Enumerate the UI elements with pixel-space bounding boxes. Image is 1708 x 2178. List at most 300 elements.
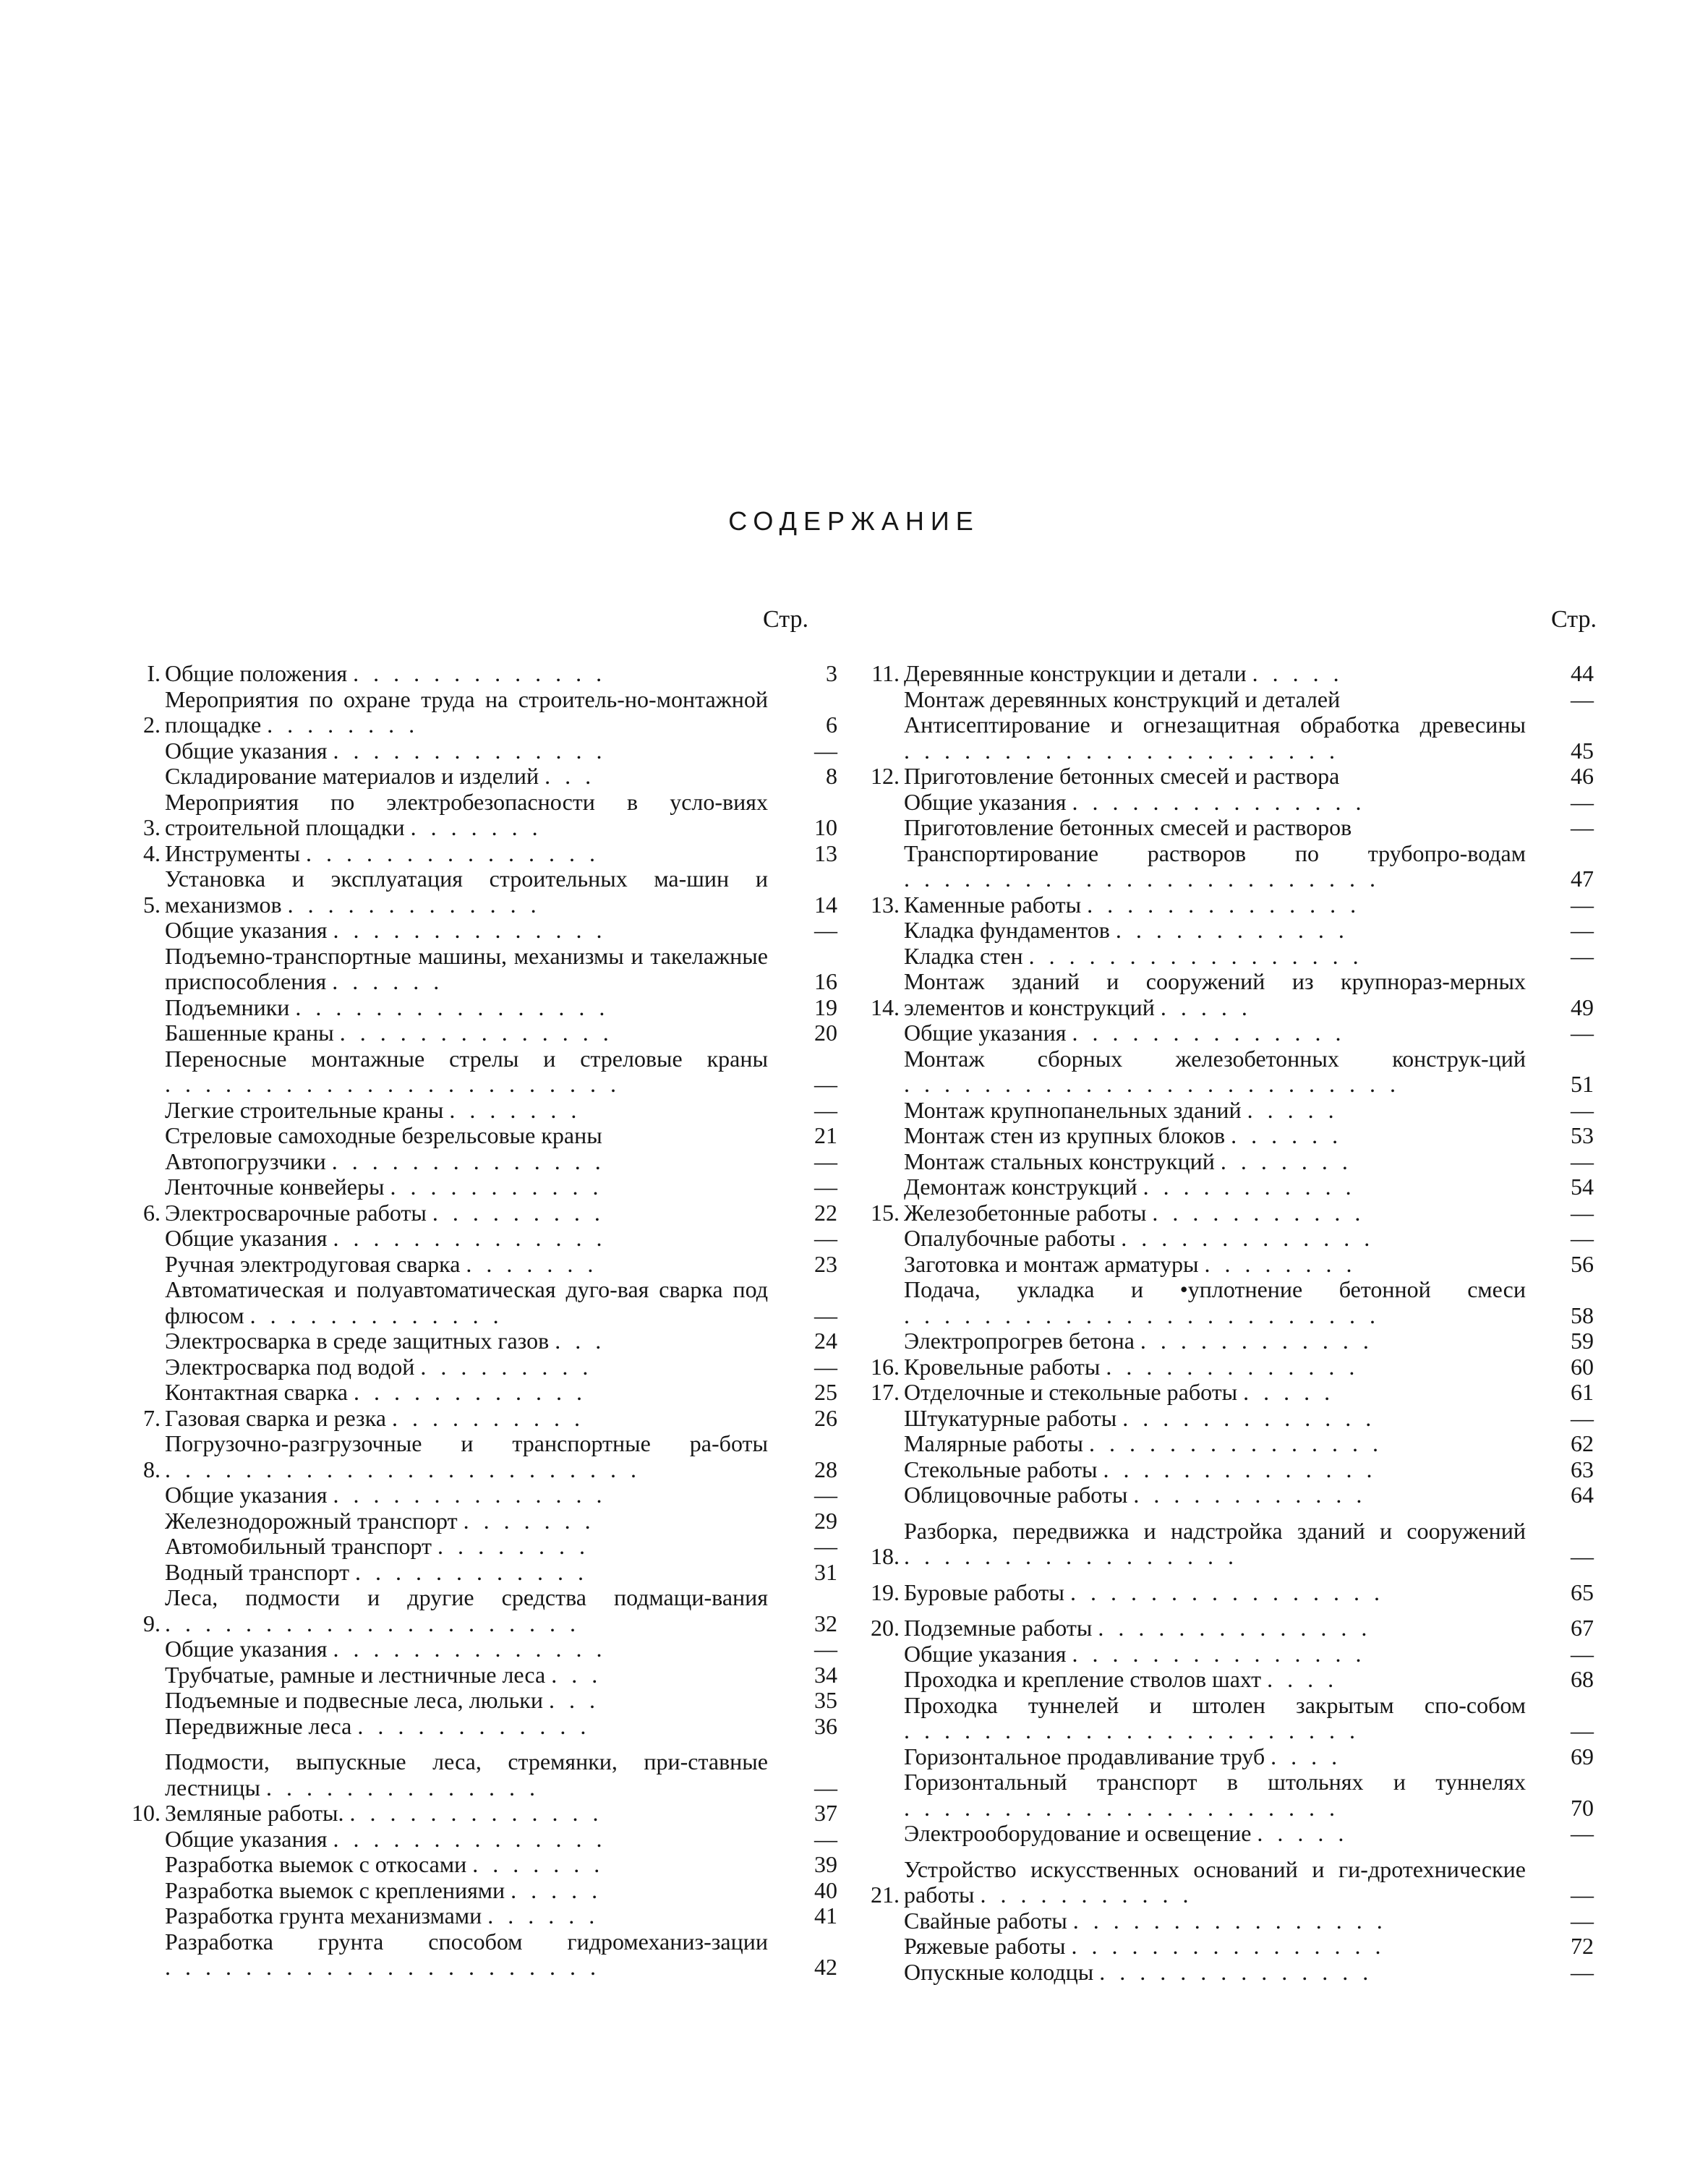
toc-subsection-entry bbox=[114, 1482, 837, 1508]
dot-leader: . . . . . . . . . . . bbox=[980, 1882, 1193, 1908]
section-number: 17. bbox=[871, 1379, 900, 1405]
toc-subsection-entry bbox=[853, 1174, 1605, 1200]
page-number: — bbox=[1571, 1404, 1594, 1431]
section-number: 20. bbox=[871, 1615, 900, 1641]
toc-subsection-entry bbox=[114, 1878, 837, 1904]
section-number: 6. bbox=[143, 1199, 161, 1226]
entry-title: Погрузочно-разгрузочные и транспортные ра-боты bbox=[165, 1430, 768, 1456]
page-number: 49 bbox=[1571, 994, 1594, 1020]
entry-title: Монтаж стальных конструкций bbox=[904, 1148, 1215, 1174]
entry-text-block bbox=[904, 1328, 1526, 1354]
toc-subsection-entry bbox=[853, 841, 1605, 892]
entry-title: Приготовление бетонных смесей и раствора bbox=[904, 763, 1340, 789]
page-number: — bbox=[814, 1225, 837, 1251]
entry-title: Подземные работы bbox=[904, 1615, 1093, 1641]
dot-leader: . . . . . . . . . . . . . . bbox=[333, 1482, 607, 1508]
dot-leader: . . . . . . . . . . . . . bbox=[1122, 1404, 1376, 1431]
toc-subsection-entry bbox=[853, 687, 1605, 713]
page-number: — bbox=[814, 737, 837, 764]
page-number: — bbox=[814, 1774, 837, 1801]
entry-text-block bbox=[165, 790, 768, 841]
toc-section-entry bbox=[114, 1200, 837, 1226]
entry-text-block bbox=[165, 1020, 768, 1046]
page-number: 23 bbox=[814, 1250, 837, 1277]
entry-title: Отделочные и стекольные работы bbox=[904, 1379, 1238, 1405]
entry-text-block bbox=[904, 892, 1526, 918]
dot-leader: . . . bbox=[555, 1328, 606, 1354]
dot-leader: . . . . . . . . . . . . . . bbox=[1103, 1456, 1377, 1482]
entry-title: Общие указания bbox=[165, 1636, 328, 1662]
entry-spacer bbox=[853, 1605, 1605, 1615]
entry-text-block bbox=[165, 1149, 768, 1175]
entry-title: Кладка стен bbox=[904, 942, 1023, 969]
entry-title: Облицовочные работы bbox=[904, 1482, 1128, 1508]
page-number: — bbox=[1571, 1958, 1594, 1985]
dot-leader: . . . . . . . . . . . . . . . . . . . . . . . . . bbox=[904, 1071, 1400, 1097]
entry-text-block bbox=[165, 1226, 768, 1252]
dot-leader: . . . . . . . . . . . . . . bbox=[333, 1825, 607, 1852]
dot-leader: . . . . . . . . . . . . . . bbox=[1072, 1020, 1346, 1046]
toc-subsection-entry bbox=[114, 1662, 837, 1688]
toc-subsection-entry bbox=[114, 1852, 837, 1878]
page-number: 25 bbox=[814, 1379, 837, 1405]
page-number: 72 bbox=[1571, 1933, 1594, 1959]
dot-leader: . . . . . . . . . . . . . . . . . . . . . . bbox=[904, 1794, 1339, 1821]
entry-text-block bbox=[904, 1908, 1526, 1934]
entry-title: Кровельные работы bbox=[904, 1353, 1101, 1380]
toc-subsection-entry bbox=[114, 1749, 837, 1801]
page-number: 37 bbox=[814, 1800, 837, 1826]
entry-title: Электросварочные работы bbox=[165, 1199, 427, 1226]
entry-title: Электросварка в среде защитных газов bbox=[165, 1328, 550, 1354]
entry-text-block bbox=[165, 1252, 768, 1278]
section-number: 12. bbox=[871, 763, 900, 789]
entry-title: Контактная сварка bbox=[165, 1379, 348, 1405]
section-number: 18. bbox=[871, 1543, 900, 1569]
section-number: I. bbox=[147, 660, 161, 686]
entry-text-block bbox=[904, 1960, 1526, 1986]
page-number: — bbox=[1571, 1717, 1594, 1743]
entry-text-block bbox=[165, 1714, 768, 1740]
toc-section-entry bbox=[853, 1615, 1605, 1641]
dot-leader: . . . . bbox=[1271, 1743, 1342, 1769]
entry-title: Общие указания bbox=[165, 1482, 328, 1508]
toc-subsection-entry bbox=[114, 1149, 837, 1175]
dot-leader: . . . . . . . . . . . . . . . . . . . . . . . . bbox=[904, 1302, 1380, 1328]
dot-leader: . . . . . . . . . . . . . . . bbox=[1089, 1430, 1383, 1456]
page-column-label: Стр. bbox=[1550, 606, 1597, 633]
entry-spacer bbox=[853, 1508, 1605, 1519]
section-number: 3. bbox=[143, 814, 161, 840]
entry-text-block bbox=[165, 1123, 768, 1149]
toc-subsection-entry bbox=[114, 1560, 837, 1586]
page-number: 53 bbox=[1571, 1122, 1594, 1148]
toc-subsection-entry bbox=[114, 1688, 837, 1714]
toc-subsection-entry bbox=[114, 1252, 837, 1278]
page-number: 31 bbox=[814, 1558, 837, 1585]
entry-title: Каменные работы bbox=[904, 891, 1082, 918]
entry-title: Общие указания bbox=[904, 788, 1067, 815]
page-number: 35 bbox=[814, 1687, 837, 1713]
toc-subsection-entry bbox=[114, 944, 837, 995]
entry-text-block bbox=[165, 1406, 768, 1432]
toc-subsection-entry bbox=[114, 764, 837, 790]
toc-list-left bbox=[114, 661, 837, 1981]
entry-text-block bbox=[904, 764, 1526, 790]
toc-subsection-entry bbox=[114, 1046, 837, 1098]
entry-text-block bbox=[904, 1123, 1526, 1149]
toc-subsection-entry bbox=[114, 995, 837, 1021]
entry-text-block bbox=[165, 995, 768, 1021]
entry-title: Башенные краны bbox=[165, 1020, 334, 1046]
toc-subsection-entry bbox=[114, 738, 837, 764]
entry-text-block bbox=[165, 1852, 768, 1878]
page-number: 32 bbox=[814, 1610, 837, 1636]
page-number: 61 bbox=[1571, 1379, 1594, 1405]
dot-leader: . . . . . bbox=[1243, 1379, 1335, 1405]
entry-text-block bbox=[165, 661, 768, 687]
dot-leader: . . . . . . . . . . . . . . . . . . . . . . bbox=[165, 1954, 600, 1980]
dot-leader: . . . . . . . . . . . . . . bbox=[1098, 1615, 1372, 1641]
dot-leader: . . . . . . . . . . . . . . . . . . . . . . . . bbox=[165, 1456, 641, 1482]
entry-title: Проходка и крепление стволов шахт bbox=[904, 1666, 1262, 1692]
page-number: 13 bbox=[814, 840, 837, 866]
entry-text-block bbox=[165, 1801, 768, 1827]
page-column-header bbox=[114, 606, 837, 661]
toc-subsection-entry bbox=[853, 1406, 1605, 1432]
toc-section-entry bbox=[114, 790, 837, 841]
toc-subsection-entry bbox=[853, 1693, 1605, 1744]
toc-subsection-entry bbox=[114, 1174, 837, 1200]
entry-title: Инструменты bbox=[165, 840, 301, 866]
entry-text-block bbox=[165, 1380, 768, 1406]
toc-subsection-entry bbox=[853, 790, 1605, 816]
dot-leader: . . . . . . . . . . . . bbox=[1115, 917, 1349, 943]
dot-leader: . . . bbox=[551, 1661, 602, 1688]
page-number: 21 bbox=[814, 1122, 837, 1148]
dot-leader: . . . . . . . . . . . . bbox=[1133, 1482, 1367, 1508]
entry-text-block bbox=[904, 815, 1526, 841]
toc-subsection-entry bbox=[114, 1534, 837, 1560]
toc-subsection-entry bbox=[853, 1252, 1605, 1278]
page-number: 44 bbox=[1571, 660, 1594, 686]
dot-leader: . . . . . . . . bbox=[437, 1533, 589, 1559]
page-number: 68 bbox=[1571, 1666, 1594, 1692]
toc-subsection-entry bbox=[114, 1098, 837, 1124]
dot-leader: . . . . . . . . bbox=[267, 712, 419, 738]
entry-text-block bbox=[904, 918, 1526, 944]
dot-leader: . . . . . . . . . . . . . . bbox=[333, 917, 607, 943]
page-number: — bbox=[814, 1148, 837, 1174]
toc-subsection-entry bbox=[853, 1277, 1605, 1328]
entry-title: Заготовка и монтаж арматуры bbox=[904, 1250, 1199, 1277]
page-number: — bbox=[1571, 686, 1594, 712]
toc-subsection-entry bbox=[114, 1508, 837, 1534]
entry-title: Подъемные и подвесные леса, люльки bbox=[165, 1687, 543, 1713]
dot-leader: . . . . . . . . . . . . . . . . bbox=[1072, 1907, 1387, 1934]
entry-text-block bbox=[904, 1641, 1526, 1667]
section-number: 2. bbox=[143, 712, 161, 738]
entry-text-block bbox=[904, 1431, 1526, 1457]
toc-subsection-entry bbox=[853, 1641, 1605, 1667]
entry-text-block bbox=[165, 1662, 768, 1688]
page-number: — bbox=[814, 1825, 837, 1852]
toc-section-entry bbox=[114, 1406, 837, 1432]
toc-subsection-entry bbox=[853, 815, 1605, 841]
entry-text-block bbox=[904, 1200, 1526, 1226]
toc-subsection-entry bbox=[853, 1667, 1605, 1693]
dot-leader: . . . bbox=[548, 1687, 599, 1713]
page-number: — bbox=[1571, 1096, 1594, 1123]
toc-subsection-entry bbox=[853, 1821, 1605, 1847]
page-number: — bbox=[814, 1636, 837, 1662]
entry-title: Монтаж деревянных конструкций и деталей bbox=[904, 686, 1341, 712]
toc-subsection-entry bbox=[853, 1769, 1605, 1821]
section-number: 10. bbox=[132, 1800, 161, 1826]
entry-title: Общие указания bbox=[165, 917, 328, 943]
page-number: — bbox=[814, 1302, 837, 1328]
entry-text-block bbox=[165, 1098, 768, 1124]
entry-text-block bbox=[165, 1328, 768, 1354]
entry-title: Подача, укладка и •уплотнение бетонной смеси bbox=[904, 1276, 1526, 1302]
entry-text-block bbox=[165, 687, 768, 738]
page-number: 10 bbox=[814, 814, 837, 840]
entry-text-block bbox=[904, 661, 1526, 687]
dot-leader: . . . . . . . . . . . . . bbox=[353, 660, 607, 686]
page-number: — bbox=[1571, 1148, 1594, 1174]
section-number: 15. bbox=[871, 1199, 900, 1226]
entry-title: Кладка фундаментов bbox=[904, 917, 1110, 943]
page-number: 19 bbox=[814, 994, 837, 1020]
page-number: 70 bbox=[1571, 1794, 1594, 1821]
entry-text-block bbox=[165, 841, 768, 867]
entry-title: Общие указания bbox=[904, 1020, 1067, 1046]
entry-title: Разборка, передвижка и надстройка зданий и сооружений bbox=[904, 1517, 1526, 1544]
dot-leader: . . . . . . . . . . bbox=[391, 1404, 584, 1431]
entry-text-block bbox=[904, 1744, 1526, 1770]
entry-title: Складирование материалов и изделий bbox=[165, 763, 539, 789]
dot-leader: . . . . . . . . . . . . . . . . . . . . . bbox=[165, 1610, 580, 1636]
dot-leader: . . . . . . . . . . . . . bbox=[1121, 1225, 1375, 1251]
page-number: 41 bbox=[814, 1902, 837, 1929]
dot-leader: . . . . . . . . . . . . . bbox=[1106, 1353, 1359, 1380]
page-number: — bbox=[1571, 917, 1594, 943]
toc-subsection-entry bbox=[853, 1908, 1605, 1934]
section-number: 11. bbox=[871, 660, 900, 686]
entry-title: Приготовление бетонных смесей и растворов bbox=[904, 814, 1352, 840]
entry-text-block bbox=[165, 1585, 768, 1636]
page-number: 63 bbox=[1571, 1456, 1594, 1482]
dot-leader: . . . . . . . . . . . . . . . bbox=[306, 840, 600, 866]
entry-text-block bbox=[165, 1046, 768, 1098]
entry-title: Водный транспорт bbox=[165, 1558, 350, 1585]
toc-section-entry bbox=[853, 661, 1605, 687]
entry-title: Общие указания bbox=[165, 1825, 328, 1852]
page-number: 59 bbox=[1571, 1328, 1594, 1354]
entry-text-block bbox=[904, 790, 1526, 816]
entry-text-block bbox=[904, 1020, 1526, 1046]
dot-leader: . . . . . bbox=[1160, 994, 1252, 1020]
dot-leader: . . . . . . . bbox=[449, 1096, 581, 1123]
page-number: — bbox=[1571, 1020, 1594, 1046]
entry-title: Монтаж крупнопанельных зданий bbox=[904, 1096, 1242, 1123]
page-number: — bbox=[1571, 891, 1594, 918]
entry-text-block bbox=[904, 1667, 1526, 1693]
entry-text-block bbox=[904, 1252, 1526, 1278]
page-number: 28 bbox=[814, 1456, 837, 1482]
page-number: — bbox=[1571, 1882, 1594, 1908]
dot-leader: . . . . . . bbox=[487, 1902, 599, 1929]
section-number: 5. bbox=[143, 891, 161, 918]
entry-title: Стекольные работы bbox=[904, 1456, 1098, 1482]
dot-leader: . . . . . . . . . . . . . . . . . bbox=[1028, 942, 1363, 969]
toc-section-entry bbox=[114, 687, 837, 738]
dot-leader: . . . . . . . . . . . . bbox=[357, 1712, 591, 1739]
section-number: 21. bbox=[871, 1882, 900, 1908]
toc-subsection-entry bbox=[853, 1457, 1605, 1483]
entry-title: Деревянные конструкции и детали bbox=[904, 660, 1247, 686]
entry-title: Общие указания bbox=[165, 737, 328, 764]
entry-title: Устройство искусственных оснований и ги-дротехнические работы bbox=[904, 1855, 1526, 1908]
dot-leader: . . . . . . . . bbox=[1204, 1250, 1357, 1277]
toc-subsection-entry bbox=[114, 1277, 837, 1328]
toc-section-entry bbox=[114, 661, 837, 687]
page-number: 67 bbox=[1571, 1615, 1594, 1641]
entry-title: Автоматическая и полуавтоматическая дуго-вая сварка под флюсом bbox=[165, 1276, 768, 1328]
entry-title: Электрооборудование и освещение bbox=[904, 1820, 1252, 1846]
page-number: — bbox=[814, 1353, 837, 1380]
page-number: 40 bbox=[814, 1876, 837, 1903]
dot-leader: . . . . . . . . . . . . . . bbox=[333, 1225, 607, 1251]
dot-leader: . . . . . . . bbox=[463, 1507, 595, 1534]
toc-section-entry bbox=[853, 1519, 1605, 1570]
dot-leader: . . . . . bbox=[1257, 1820, 1349, 1846]
toc-section-entry bbox=[853, 1380, 1605, 1406]
page-number: — bbox=[1571, 1543, 1594, 1569]
entry-text-block bbox=[904, 1457, 1526, 1483]
dot-leader: . . . . . . . . . . . . bbox=[353, 1379, 586, 1405]
entry-title: Ручная электродуговая сварка bbox=[165, 1250, 461, 1277]
toc-section-entry bbox=[114, 866, 837, 918]
dot-leader: . . . . . bbox=[1247, 1096, 1338, 1123]
dot-leader: . . . . . . . bbox=[472, 1851, 605, 1877]
page-number: — bbox=[1571, 814, 1594, 840]
entry-title: Монтаж сборных железобетонных конструк-ций bbox=[904, 1045, 1526, 1072]
page-column-header bbox=[853, 606, 1605, 661]
toc-subsection-entry bbox=[853, 1046, 1605, 1098]
toc-subsection-entry bbox=[853, 1123, 1605, 1149]
dot-leader: . . . . . . . . . . . . bbox=[355, 1558, 589, 1585]
page-number: — bbox=[814, 917, 837, 943]
toc-subsection-entry bbox=[853, 712, 1605, 764]
entry-text-block bbox=[165, 1508, 768, 1534]
dot-leader: . . . . . . . . . . . . . . . . bbox=[1069, 1579, 1384, 1605]
entry-text-block bbox=[165, 764, 768, 790]
toc-section-entry bbox=[853, 892, 1605, 918]
entry-title: Подъемники bbox=[165, 994, 290, 1020]
dot-leader: . . . . . . . . . . . bbox=[1152, 1199, 1365, 1226]
page-number: — bbox=[814, 1096, 837, 1123]
entry-text-block bbox=[904, 1380, 1526, 1406]
toc-section-entry bbox=[114, 1801, 837, 1827]
page-number: 60 bbox=[1571, 1353, 1594, 1380]
toc-section-entry bbox=[114, 841, 837, 867]
entry-title: Электросварка под водой bbox=[165, 1353, 415, 1380]
page-number: 3 bbox=[826, 660, 837, 686]
entry-text-block bbox=[165, 1482, 768, 1508]
entry-text-block bbox=[165, 1174, 768, 1200]
dot-leader: . . . . . . . bbox=[410, 814, 542, 840]
toc-subsection-entry bbox=[114, 1380, 837, 1406]
entry-text-block bbox=[904, 712, 1526, 764]
entry-title: Горизонтальное продавливание труб bbox=[904, 1743, 1265, 1769]
entry-title: Штукатурные работы bbox=[904, 1404, 1117, 1431]
entry-title: Общие положения bbox=[165, 660, 348, 686]
dot-leader: . . . . . . . . . . . . . . bbox=[266, 1774, 540, 1801]
entry-title: Ленточные конвейеры bbox=[165, 1174, 385, 1200]
entry-title: Проходка туннелей и штолен закрытым спо-собом bbox=[904, 1691, 1526, 1718]
page-number: 62 bbox=[1571, 1430, 1594, 1456]
page-number: — bbox=[1571, 1225, 1594, 1251]
dot-leader: . . . . . . bbox=[1231, 1122, 1343, 1148]
entry-text-block bbox=[165, 918, 768, 944]
section-number: 13. bbox=[871, 891, 900, 918]
entry-title: Ряжевые работы bbox=[904, 1933, 1066, 1959]
entry-title: Общие указания bbox=[904, 1640, 1067, 1667]
entry-title: Стреловые самоходные безрельсовые краны bbox=[165, 1122, 602, 1148]
toc-subsection-entry bbox=[114, 1020, 837, 1046]
toc-subsection-entry bbox=[114, 1123, 837, 1149]
toc-subsection-entry bbox=[853, 1020, 1605, 1046]
entry-text-block bbox=[904, 841, 1526, 892]
entry-text-block bbox=[904, 1857, 1526, 1908]
page-number: — bbox=[814, 1174, 837, 1200]
entry-text-block bbox=[904, 687, 1526, 713]
toc-section-entry bbox=[853, 1580, 1605, 1606]
entry-text-block bbox=[904, 1934, 1526, 1960]
entry-text-block bbox=[165, 866, 768, 918]
dot-leader: . . . . . . . . . . . . . . . . . . . . . . . bbox=[165, 1071, 620, 1097]
page-title: СОДЕРЖАНИЕ bbox=[728, 506, 980, 536]
toc-subsection-entry bbox=[114, 1328, 837, 1354]
dot-leader: . . . . . . . bbox=[466, 1250, 598, 1277]
dot-leader: . . . . . bbox=[1252, 660, 1344, 686]
toc-subsection-entry bbox=[853, 918, 1605, 944]
entry-text-block bbox=[904, 1519, 1526, 1570]
dot-leader: . . . . . . . . . . . . . . bbox=[1099, 1958, 1373, 1985]
entry-title: Разработка выемок с откосами bbox=[165, 1851, 467, 1877]
entry-text-block bbox=[904, 944, 1526, 970]
dot-leader: . . . . . . . . . . . bbox=[1143, 1174, 1356, 1200]
entry-title: Установка и эксплуатация строительных ма-шин и механизмов bbox=[165, 866, 768, 918]
entry-text-block bbox=[904, 1615, 1526, 1641]
toc-subsection-entry bbox=[114, 1636, 837, 1662]
page-number: — bbox=[1571, 942, 1594, 969]
entry-text-block bbox=[904, 1821, 1526, 1847]
page-number: — bbox=[1571, 1907, 1594, 1934]
entry-title: Мероприятия по электробезопасности в усло-виях строительной площадки bbox=[165, 788, 768, 840]
dot-leader: . . . . . . . bbox=[1220, 1148, 1352, 1174]
toc-subsection-entry bbox=[114, 1714, 837, 1740]
page-number: 8 bbox=[826, 763, 837, 789]
dot-leader: . . . . . . . . . . . . . . . . . . . . . . . . bbox=[904, 866, 1380, 892]
toc-section-entry bbox=[853, 1200, 1605, 1226]
toc-subsection-entry bbox=[853, 1149, 1605, 1175]
dot-leader: . . . . . . . . . . . . . . . . . . . . . . . bbox=[904, 1717, 1359, 1743]
entry-text-block bbox=[165, 1878, 768, 1904]
page-number: 42 bbox=[814, 1954, 837, 1980]
dot-leader: . . . . . bbox=[511, 1876, 602, 1903]
